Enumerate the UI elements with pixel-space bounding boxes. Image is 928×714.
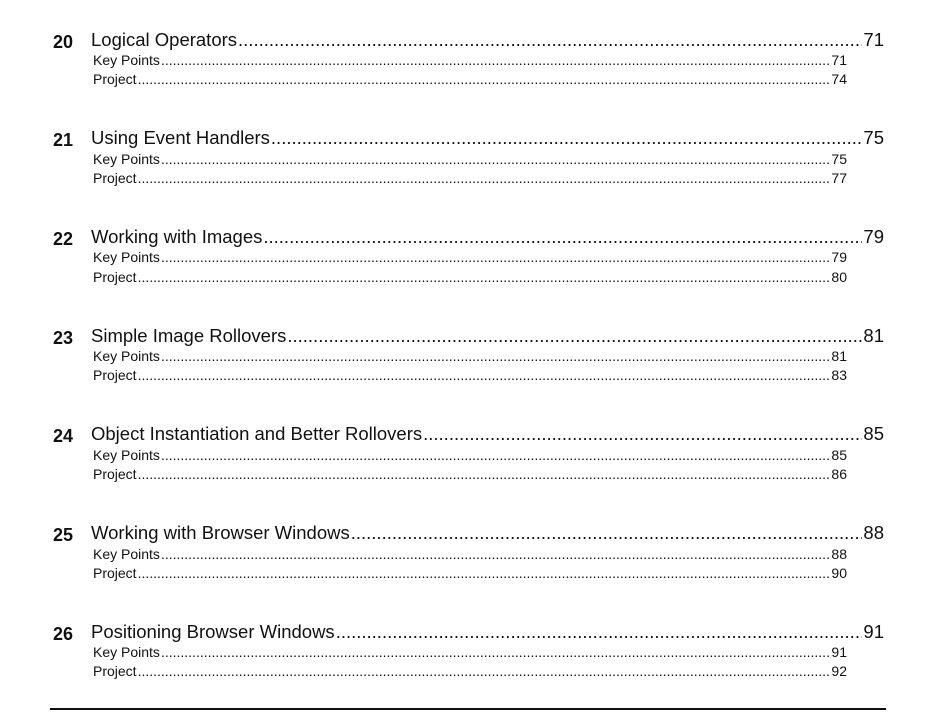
dot-leader — [263, 226, 862, 248]
dot-leader — [336, 621, 863, 643]
chapter-heading-row[interactable] — [0, 621, 928, 645]
chapter-page-number: 79 — [863, 226, 884, 247]
section-entry-key-points[interactable] — [93, 447, 847, 464]
section-entry-project[interactable] — [93, 466, 847, 483]
chapter-title[interactable]: Simple Image Rollovers — [91, 325, 287, 346]
section-entry-key-points[interactable] — [93, 249, 847, 266]
section-entry-project[interactable] — [93, 663, 847, 680]
chapter-title[interactable]: Object Instantiation and Better Rollovers — [91, 423, 423, 444]
section-label: Key Points — [93, 52, 160, 68]
section-label: Key Points — [93, 546, 160, 562]
chapter-page-number: 85 — [863, 423, 884, 444]
section-label: Project — [93, 71, 137, 87]
chapter-entry — [91, 325, 884, 347]
section-entry-project[interactable] — [93, 269, 847, 286]
chapter-number: 25 — [53, 525, 74, 545]
section-label: Key Points — [93, 644, 160, 660]
chapter-number: 26 — [53, 624, 74, 644]
chapter-title[interactable]: Using Event Handlers — [91, 127, 270, 148]
chapter-number: 20 — [53, 32, 74, 52]
chapter-entry — [91, 423, 884, 445]
chapter-heading-row[interactable] — [0, 325, 928, 349]
chapter-title[interactable]: Positioning Browser Windows — [91, 621, 335, 642]
chapter-heading-row[interactable] — [0, 423, 928, 447]
section-page-number: 88 — [831, 546, 847, 562]
dot-leader — [138, 170, 831, 187]
section-page-number: 77 — [831, 170, 847, 186]
chapter-heading-row[interactable] — [0, 127, 928, 151]
section-label: Project — [93, 367, 137, 383]
section-entry-key-points[interactable] — [93, 348, 847, 365]
section-entry-key-points[interactable] — [93, 151, 847, 168]
chapter-entry — [91, 522, 884, 544]
section-entry-key-points[interactable] — [93, 644, 847, 661]
dot-leader — [423, 423, 862, 445]
chapter-heading-row[interactable] — [0, 522, 928, 546]
section-page-number: 90 — [831, 565, 847, 581]
section-label: Project — [93, 565, 137, 581]
chapter-heading-row[interactable] — [0, 29, 928, 53]
section-label: Key Points — [93, 348, 160, 364]
dot-leader — [161, 546, 830, 563]
chapter-page-number: 71 — [863, 29, 884, 50]
section-label: Project — [93, 466, 137, 482]
section-entry-key-points[interactable] — [93, 52, 847, 69]
dot-leader — [161, 151, 830, 168]
chapter-entry — [91, 29, 884, 51]
dot-leader — [238, 29, 862, 51]
section-label: Key Points — [93, 151, 160, 167]
section-page-number: 85 — [831, 447, 847, 463]
chapter-number: 24 — [53, 426, 74, 446]
section-page-number: 91 — [831, 644, 847, 660]
dot-leader — [161, 249, 830, 266]
dot-leader — [138, 565, 831, 582]
chapter-title[interactable]: Logical Operators — [91, 29, 238, 50]
dot-leader — [161, 348, 830, 365]
section-label: Project — [93, 269, 137, 285]
chapter-heading-row[interactable] — [0, 226, 928, 250]
chapter-entry — [91, 226, 884, 248]
dot-leader — [271, 127, 863, 149]
chapter-page-number: 81 — [863, 325, 884, 346]
chapter-number: 23 — [53, 328, 74, 348]
dot-leader — [161, 447, 830, 464]
section-page-number: 80 — [831, 269, 847, 285]
section-page-number: 79 — [831, 249, 847, 265]
section-label: Key Points — [93, 249, 160, 265]
dot-leader — [161, 644, 830, 661]
section-page-number: 75 — [831, 151, 847, 167]
section-label: Project — [93, 170, 137, 186]
section-label: Project — [93, 663, 137, 679]
dot-leader — [138, 663, 831, 680]
chapter-number: 22 — [53, 229, 74, 249]
dot-leader — [138, 71, 831, 88]
section-entry-project[interactable] — [93, 71, 847, 88]
chapter-page-number: 75 — [863, 127, 884, 148]
dot-leader — [138, 367, 831, 384]
page-bottom-rule — [50, 708, 886, 710]
chapter-number: 21 — [53, 130, 74, 150]
chapter-entry — [91, 621, 884, 643]
dot-leader — [138, 269, 831, 286]
section-entry-project[interactable] — [93, 565, 847, 582]
chapter-entry — [91, 127, 884, 149]
section-page-number: 74 — [831, 71, 847, 87]
section-page-number: 83 — [831, 367, 847, 383]
dot-leader — [138, 466, 831, 483]
section-entry-project[interactable] — [93, 367, 847, 384]
section-page-number: 86 — [831, 466, 847, 482]
chapter-page-number: 91 — [863, 621, 884, 642]
section-entry-project[interactable] — [93, 170, 847, 187]
section-page-number: 81 — [831, 348, 847, 364]
section-label: Key Points — [93, 447, 160, 463]
chapter-title[interactable]: Working with Browser Windows — [91, 522, 350, 543]
chapter-title[interactable]: Working with Images — [91, 226, 263, 247]
dot-leader — [287, 325, 862, 347]
chapter-page-number: 88 — [863, 522, 884, 543]
section-page-number: 71 — [831, 52, 847, 68]
dot-leader — [351, 522, 863, 544]
dot-leader — [161, 52, 830, 69]
section-page-number: 92 — [831, 663, 847, 679]
section-entry-key-points[interactable] — [93, 546, 847, 563]
